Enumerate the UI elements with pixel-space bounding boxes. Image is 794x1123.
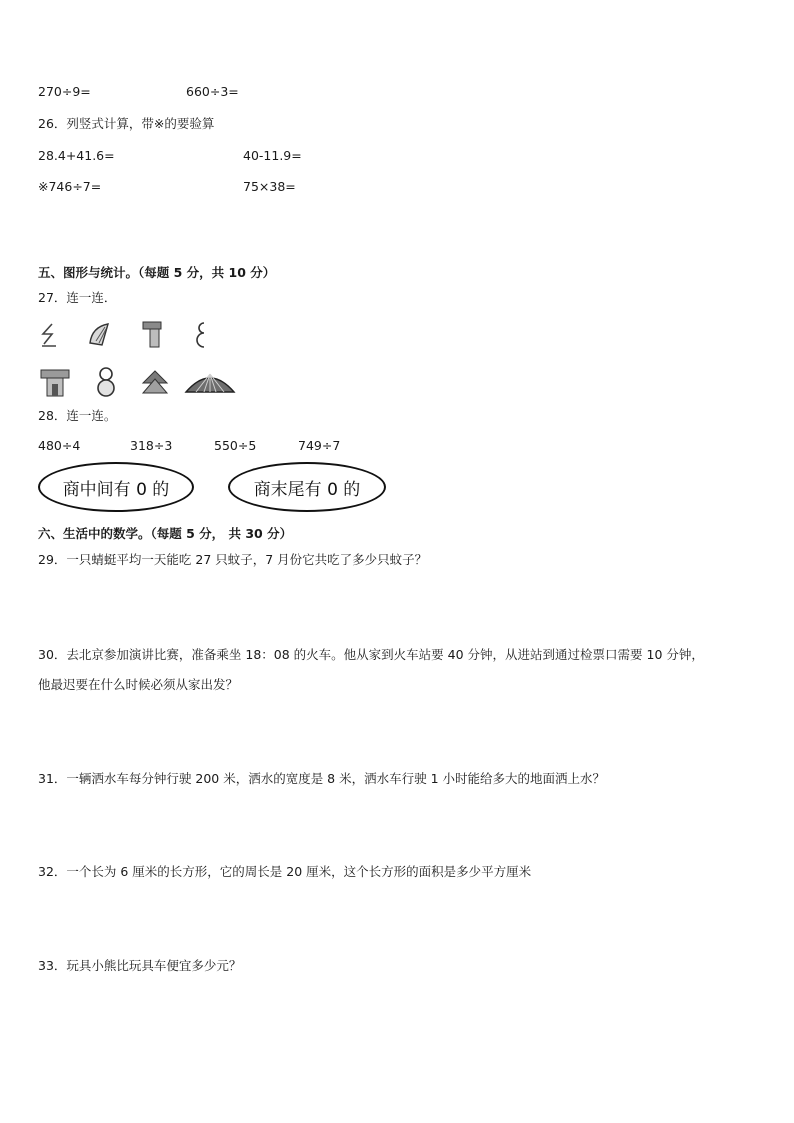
q27-figures [0, 0, 794, 420]
house-part-icon [140, 320, 166, 350]
q28-expr-3: 550÷5 [214, 438, 257, 453]
umbrella-part-icon [86, 321, 116, 349]
q32-text: 32．一个长为 6 厘米的长方形，它的周长是 20 厘米，这个长方形的面积是多少平方厘米 [38, 864, 532, 879]
q31-text: 31．一辆洒水车每分钟行驶 200 米，洒水的宽度是 8 米，洒水车行驶 1 小时能给多大的地面洒上水？ [38, 771, 606, 786]
section-5-title: 五、图形与统计。（每题 5 分，共 10 分） [38, 265, 276, 280]
q27-title: 27．连一连． [38, 290, 117, 305]
q26-item-2: 40-11.9= [243, 148, 302, 163]
q29-text: 29．一只蜻蜓平均一天能吃 27 只蚊子，7 月份它共吃了多少只蚊子？ [38, 552, 428, 567]
q26-title: 26．列竖式计算，带※的要验算 [38, 116, 215, 131]
q28-title: 28．连一连。 [38, 408, 117, 423]
umbrella-icon [184, 368, 236, 398]
calc-660-div-3: 660÷3= [186, 84, 239, 99]
q33-text: 33．玩具小熊比玩具车便宜多少元？ [38, 958, 242, 973]
q28-expr-1: 480÷4 [38, 438, 81, 453]
q26-item-4: 75×38= [243, 179, 296, 194]
calc-270-div-9: 270÷9= [38, 84, 91, 99]
q28-expr-4: 749÷7 [298, 438, 341, 453]
q28-expr-2: 318÷3 [130, 438, 173, 453]
q30-line-1: 30．去北京参加演讲比赛，准备乘坐 18：08 的火车。他从家到火车站要 40 分钟，从进站到通过检票口需要 10 分钟， [38, 647, 704, 662]
oval-end-zero-label: 商末尾有 0 的 [253, 479, 361, 500]
q26-item-3: ※746÷7= [38, 179, 102, 194]
section-6-title: 六、生活中的数学。（每题 5 分， 共 30 分） [38, 526, 293, 541]
q26-item-1: 28.4+41.6= [38, 148, 115, 163]
house-icon [38, 368, 72, 398]
q30-line-2: 他最迟要在什么时候必须从家出发？ [38, 677, 239, 692]
oval-middle-zero-label: 商中间有 0 的 [62, 479, 170, 500]
oval-end-zero [228, 462, 386, 512]
snowman-icon [95, 366, 117, 398]
tree-icon [140, 368, 170, 398]
lightning-part-icon [38, 322, 60, 348]
oval-middle-zero [38, 462, 194, 512]
snowman-part-icon [192, 320, 210, 350]
